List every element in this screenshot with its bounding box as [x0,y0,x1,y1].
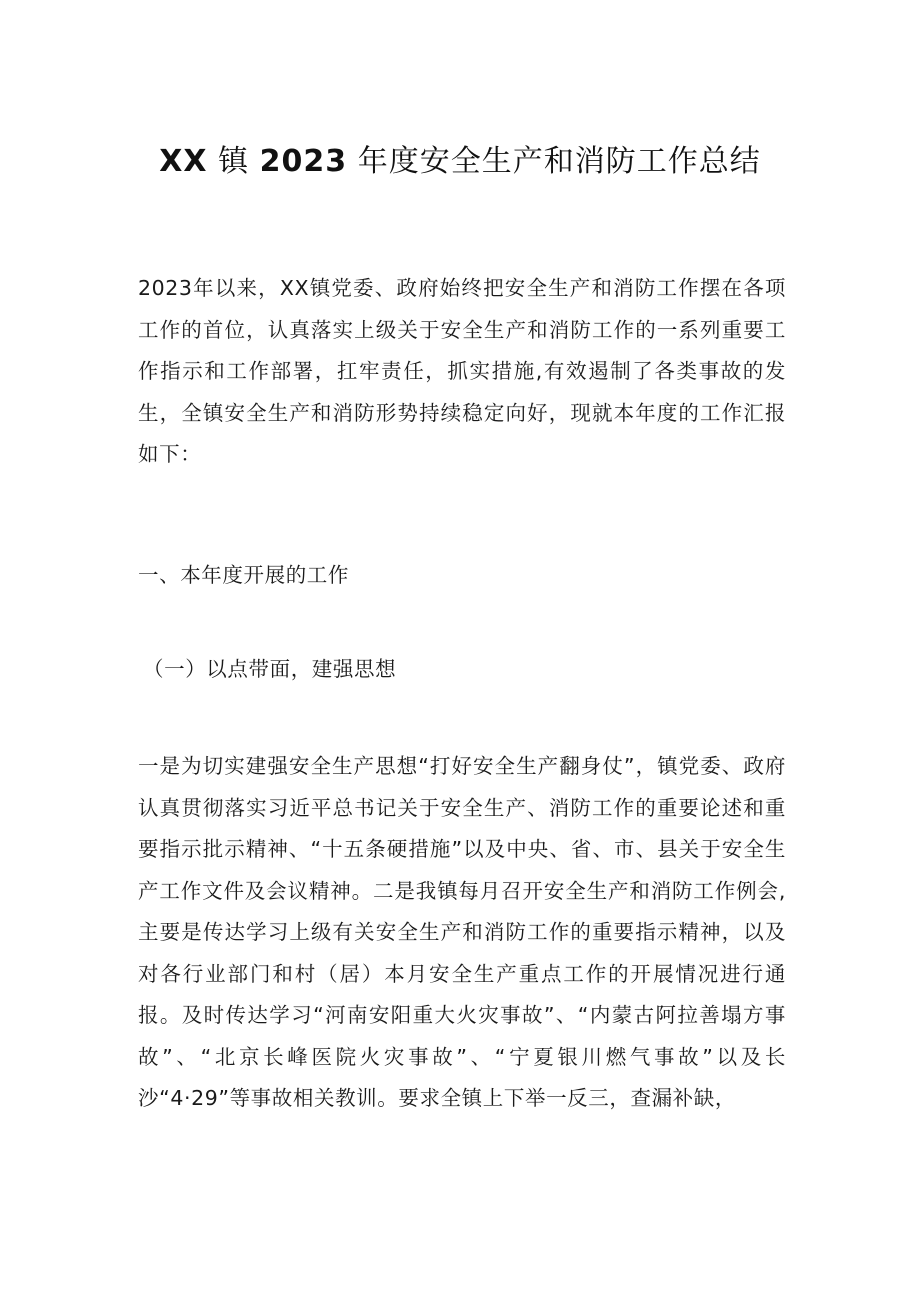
intro-paragraph [138,268,786,476]
body-text: 一是为切实建强安全生产思想“打好安全生产翻身仗”，镇党委、政府认真贯彻落实习近平总书记关于安全生产、消防工作的重要论述和重要指示批示精神、“十五条硬措施”以及中央、省、市、县关于安全生产工作文件及会议精神。二是我镇每月召开安全生产和消防工作例会,主要是传达学习上级有关安全生产和消防工作的重要指示精神，以及对各行业部门和村（居）本月安全生产重点工作的开展情况进行通报。及时传达学习“河南安阳重大火灾事故”、“内蒙古阿拉善塌方事故”、“北京长峰医院火灾事故”、“宁夏银川燃气事故”以及长沙“4·29”等事故相关教训。要求全镇上下举一反三，查漏补缺， [138,754,786,1110]
body-paragraph [138,746,786,1120]
subsection-heading: （一）以点带面，建强思想 [143,657,397,681]
section-heading: 一、本年度开展的工作 [138,563,349,587]
document-title [0,140,920,184]
title-year: 2023 [259,144,348,179]
title-rest: 年度安全生产和消防工作总结 [357,144,761,179]
intro-text: 2023年以来，XX镇党委、政府始终把安全生产和消防工作摆在各项工作的首位，认真落实上级关于安全生产和消防工作的一系列重要工作指示和工作部署，扛牢责任，抓实措施,有效遏制了各类事故的发生，全镇安全生产和消防形势持续稳定向好，现就本年度的工作汇报如下： [138,276,786,466]
title-town: 镇 [218,144,250,179]
title-prefix: XX [159,144,208,179]
